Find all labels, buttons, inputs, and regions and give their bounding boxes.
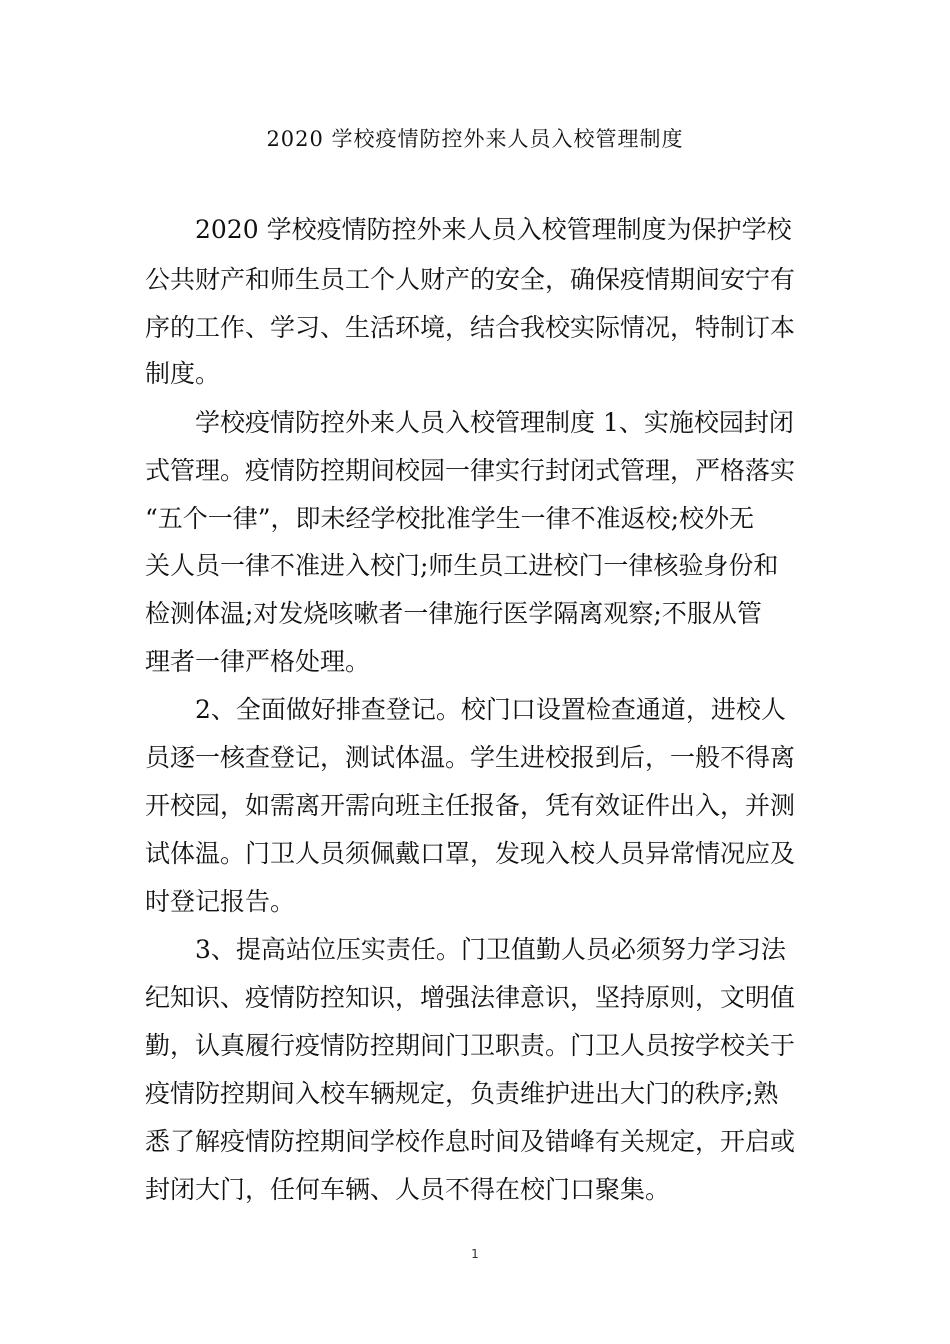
paragraph-3-line-4: 试体温。门卫人员须佩戴口罩，发现入校人员异常情况应及	[145, 839, 796, 868]
page-number: 1	[471, 1247, 479, 1261]
paragraph-1-line-3: 序的工作、学习、生活环境，结合我校实际情况，特制订本	[145, 313, 796, 342]
paragraph-3-line-5: 时登记报告。	[145, 887, 296, 916]
paragraph-3-line-1: 2、全面做好排查登记。校门口设置检查通道，进校人	[195, 695, 786, 724]
paragraph-1-line-4: 制度。	[145, 359, 221, 388]
paragraph-2-line-4: 关人员一律不准进入校门;师生员工进校门一律核验身份和	[145, 551, 779, 580]
document-title: 2020 学校疫情防控外来人员入校管理制度	[266, 127, 684, 151]
paragraph-4-line-4: 疫情防控期间入校车辆规定，负责维护进出大门的秩序;熟	[145, 1079, 779, 1108]
paragraph-3-line-3: 开校园，如需离开需向班主任报备，凭有效证件出入，并测	[145, 791, 796, 820]
paragraph-2-line-5: 检测体温;对发烧咳嗽者一律施行医学隔离观察;不服从管	[145, 599, 762, 628]
paragraph-1-line-2: 公共财产和师生员工个人财产的安全，确保疫情期间安宁有	[145, 265, 796, 294]
paragraph-4-line-1: 3、提高站位压实责任。门卫值勤人员必须努力学习法	[195, 935, 786, 964]
paragraph-1-line-1: 2020 学校疫情防控外来人员入校管理制度为保护学校	[195, 215, 792, 244]
paragraph-2-line-2: 式管理。疫情防控期间校园一律实行封闭式管理，严格落实	[145, 456, 796, 485]
paragraph-2-line-1: 学校疫情防控外来人员入校管理制度 1、实施校园封闭	[195, 408, 794, 437]
paragraph-4-line-2: 纪知识、疫情防控知识，增强法律意识，坚持原则，文明值	[145, 983, 796, 1012]
paragraph-4-line-6: 封闭大门，任何车辆、人员不得在校门口聚集。	[145, 1175, 671, 1204]
paragraph-2-line-3: “五个一律”，即未经学校批准学生一律不准返校;校外无	[145, 504, 754, 533]
paragraph-3-line-2: 员逐一核查登记，测试体温。学生进校报到后，一般不得离	[145, 743, 796, 772]
paragraph-2-line-6: 理者一律严格处理。	[145, 647, 371, 676]
paragraph-4-line-5: 悉了解疫情防控期间学校作息时间及错峰有关规定，开启或	[145, 1127, 796, 1156]
paragraph-4-line-3: 勤，认真履行疫情防控期间门卫职责。门卫人员按学校关于	[145, 1031, 796, 1060]
